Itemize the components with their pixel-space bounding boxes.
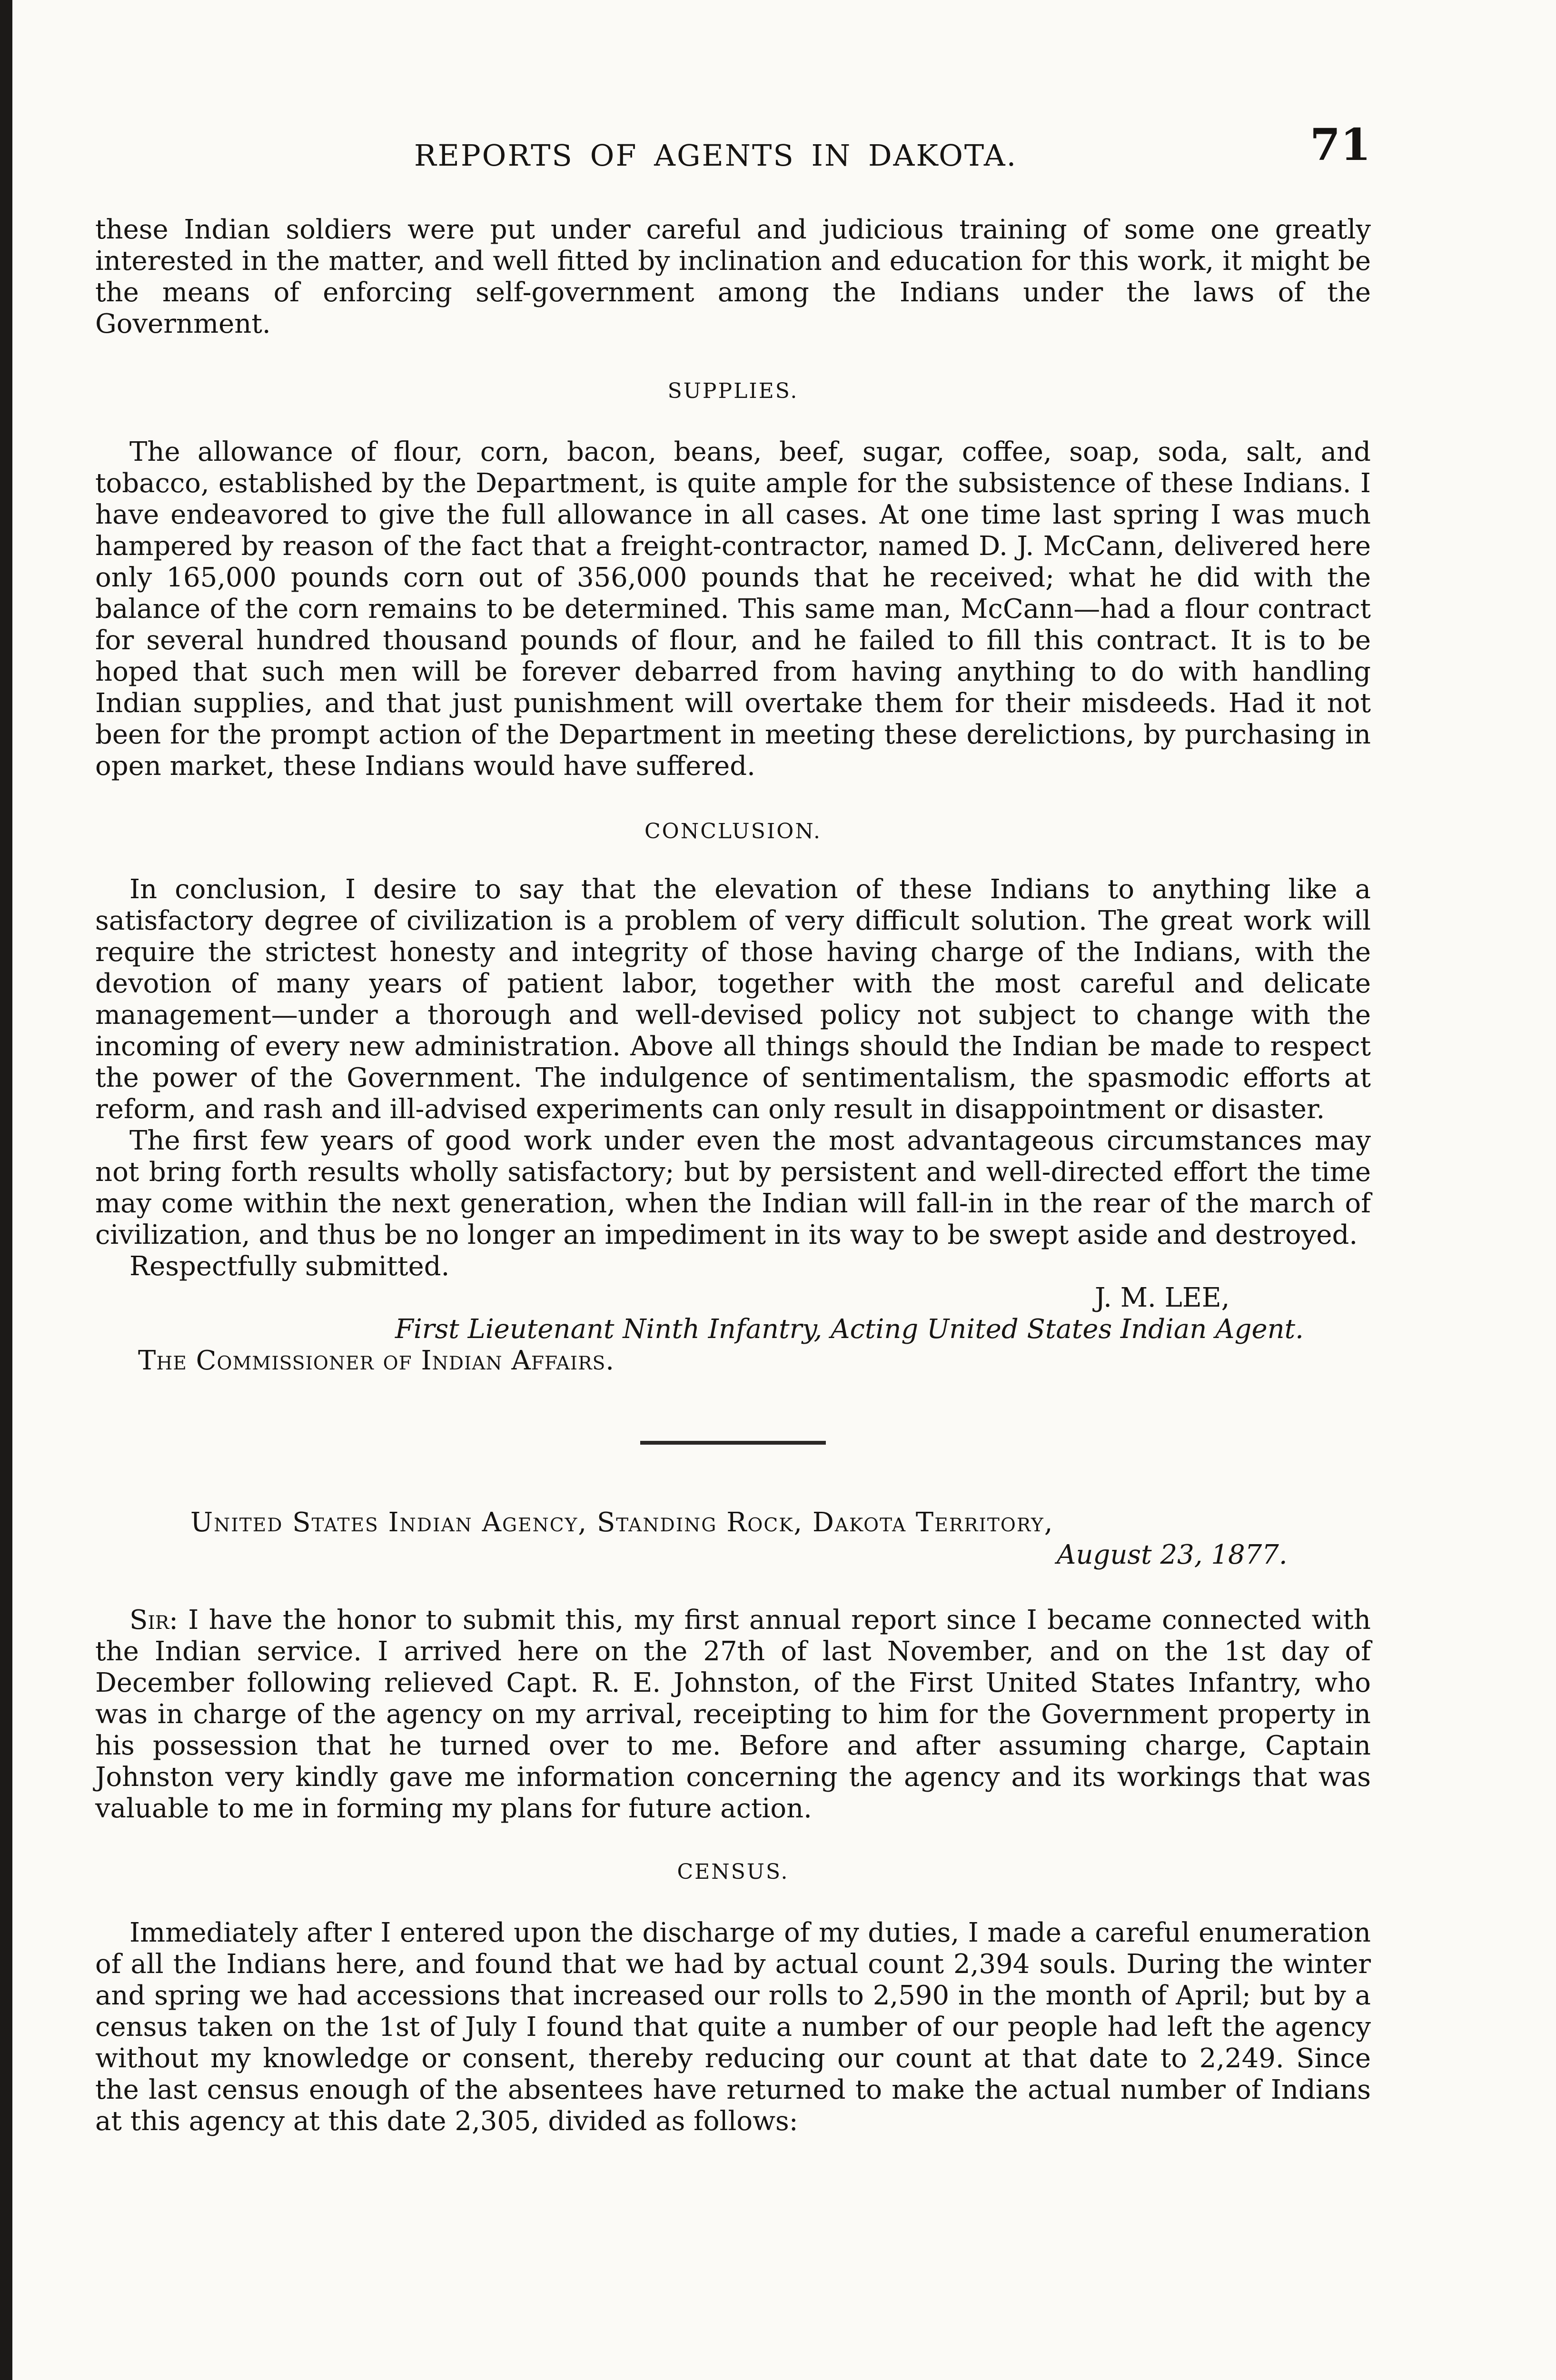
supplies-heading: SUPPLIES.	[667, 379, 799, 403]
signer-name: J. M. LEE,	[1095, 1282, 1230, 1313]
conclusion-paragraph-1: In conclusion, I desire to say that the elevation of these Indians to anything like a satisfactory degree of civilization is a problem of very difficult solution. The great work will require the strictest honesty and integrity of those having charge of the Indians, with the devotion of many years of patient labor, together with the most careful and delicate management—under a thorough and well-devised policy not subject to change with the incoming of every new administration. Above all things should the Indian be made to respect the power of the Government. The indulgence of sentimentalism, the spasmodic efforts at reform, and rash and ill-advised experiments can only result in disappointment or disaster.	[95, 874, 1371, 1125]
page-number: 71	[1309, 119, 1371, 170]
page-header	[95, 119, 1371, 214]
opening-paragraph: these Indian soldiers were put under careful and judicious training of some one greatly interested in the matter, and well fitted by inclination and education for this work, it might be the means of enforcing self-government among the Indians under the laws of the Government.	[95, 214, 1371, 339]
running-head: REPORTS OF AGENTS IN DAKOTA.	[414, 138, 1018, 173]
supplies-paragraph: The allowance of flour, corn, bacon, beans, beef, sugar, coffee, soap, soda, salt, and tobacco, established by the Department, is quite ample for the subsistence of these Indians. I have endeavored to give the full allowance in all cases. At one time last spring I was much hampered by reason of the fact that a freight-contractor, named D. J. McCann, delivered here only 165,000 pounds corn out of 356,000 pounds that he received; what he did with the balance of the corn remains to be determined. This same man, McCann—had a flour contract for several hundred thousand pounds of flour, and he failed to fill this contract. It is to be hoped that such men will be forever debarred from having anything to do with handling Indian supplies, and that just punishment will overtake them for their misdeeds. Had it not been for the prompt action of the Department in meeting these derelictions, by purchasing in open market, these Indians would have suffered.	[95, 436, 1371, 782]
document-page	[95, 119, 1371, 2137]
scan-edge	[0, 0, 12, 2380]
census-heading: CENSUS.	[677, 1860, 789, 1884]
signer-title: First Lieutenant Ninth Infantry, Acting United States Indian Agent.	[395, 1314, 1304, 1345]
conclusion-paragraph-2: The first few years of good work under even the most advantageous circumstances may not bring forth results wholly satisfactory; but by persistent and well-directed effort the time may come within the next generation, when the Indian will fall-in in the rear of the march of civilization, and thus be no longer an impediment in its way to be swept aside and destroyed.	[95, 1125, 1371, 1250]
agency-heading: United States Indian Agency, Standing Rock, Dakota Territory,	[190, 1507, 1054, 1538]
closing-line: Respectfully submitted.	[129, 1251, 450, 1282]
salutation: Sir:	[129, 1605, 178, 1636]
census-paragraph: Immediately after I entered upon the discharge of my duties, I made a careful enumeration of all the Indians here, and found that we had by actual count 2,394 souls. During the winter and spring we had accessions that increased our rolls to 2,590 in the month of April; but by a census taken on the 1st of July I found that quite a number of our people had left the agency without my knowledge or consent, thereby reducing our count at that date to 2,249. Since the last census enough of the absentees have returned to make the actual number of Indians at this agency at this date 2,305, divided as follows:	[95, 1917, 1371, 2137]
report-date: August 23, 1877.	[1057, 1539, 1288, 1570]
intro-paragraph	[95, 1605, 1371, 1825]
addressee: The Commissioner of Indian Affairs.	[138, 1345, 615, 1376]
conclusion-heading: CONCLUSION.	[644, 819, 822, 843]
section-divider	[640, 1441, 826, 1445]
intro-paragraph-text: I have the honor to submit this, my first annual report since I became connected with the Indian service. I arrived here on the 27th of last November, and on the 1st day of December following relieved Capt. R. E. Johnston, of the First United States Infantry, who was in charge of the agency on my arrival, receipting to him for the Government property in his possession that he turned over to me. Before and after assuming charge, Captain Johnston very kindly gave me information concerning the agency and its workings that was valuable to me in forming my plans for future action.	[95, 1605, 1371, 1824]
